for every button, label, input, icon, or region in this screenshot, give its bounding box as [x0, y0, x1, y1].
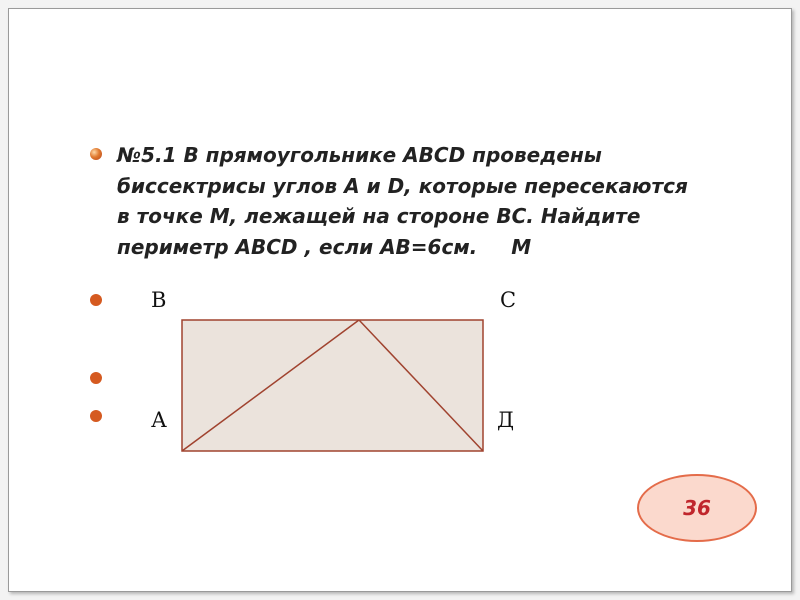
vertex-a-label: А — [151, 408, 167, 432]
answer-badge — [637, 474, 757, 542]
problem-line-2: биссектрисы углов А и D, которые пересекаются — [117, 173, 688, 198]
vertex-b-label: В — [151, 288, 167, 312]
slide — [8, 8, 792, 592]
answer-value: 36 — [683, 496, 711, 520]
problem-line-3: в точке М, лежащей на стороне ВС. Найдите — [117, 204, 641, 228]
point-m-label: M — [511, 234, 532, 259]
problem-line-1: №5.1 В прямоугольнике АВСD проведены — [117, 143, 602, 167]
vertex-d-label: Д — [497, 408, 515, 432]
vertex-c-label: С — [500, 288, 517, 312]
problem-line-4-text: периметр АВСD , если АВ=6см. — [117, 234, 478, 259]
